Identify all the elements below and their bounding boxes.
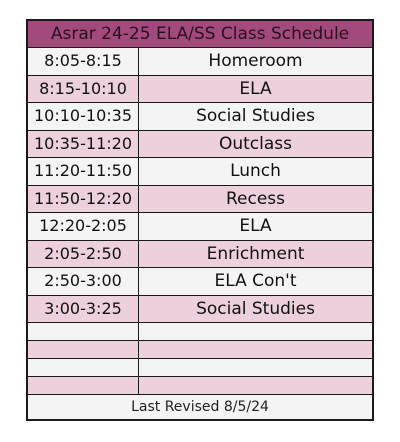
subject-cell: Homeroom — [208, 51, 303, 71]
schedule-row — [28, 186, 372, 214]
subject-cell: ELA — [239, 78, 272, 99]
time-cell: 8:05-8:15 — [28, 48, 139, 75]
empty-row — [28, 341, 372, 359]
schedule-row — [28, 241, 372, 269]
time-cell: 8:15-10:10 — [28, 76, 139, 103]
time-cell: 11:20-11:50 — [28, 158, 139, 185]
subject-cell — [139, 377, 372, 394]
time-cell: 2:50-3:00 — [28, 268, 139, 295]
time-cell: 10:10-10:35 — [28, 103, 139, 130]
empty-row — [28, 359, 372, 377]
time-cell: 2:05-2:50 — [28, 241, 139, 268]
empty-row — [28, 323, 372, 341]
last-revised-note: Last Revised 8/5/24 — [28, 395, 372, 419]
time-cell — [28, 359, 139, 376]
schedule-title: Asrar 24-25 ELA/SS Class Schedule — [28, 21, 372, 48]
subject-cell: Social Studies — [196, 106, 315, 126]
subject-cell: Recess — [225, 188, 286, 209]
subject-cell: Lunch — [230, 161, 281, 181]
schedule-row — [28, 103, 372, 131]
time-cell — [28, 323, 139, 340]
schedule-row — [28, 131, 372, 159]
subject-cell — [139, 341, 372, 358]
schedule-row — [28, 268, 372, 296]
empty-row — [28, 377, 372, 395]
subject-cell: ELA Con't — [214, 271, 297, 291]
schedule-table — [26, 19, 374, 421]
time-cell — [28, 377, 139, 394]
time-cell: 10:35-11:20 — [28, 131, 139, 158]
subject-cell: Enrichment — [206, 243, 305, 264]
time-cell — [28, 341, 139, 358]
time-cell: 3:00-3:25 — [28, 296, 139, 323]
subject-cell — [139, 323, 372, 340]
schedule-row — [28, 213, 372, 241]
time-cell: 12:20-2:05 — [28, 213, 139, 240]
schedule-row — [28, 158, 372, 186]
schedule-row — [28, 76, 372, 104]
subject-cell: ELA — [239, 216, 272, 236]
time-cell: 11:50-12:20 — [28, 186, 139, 213]
subject-cell — [139, 359, 372, 376]
schedule-row — [28, 48, 372, 76]
subject-cell: Outclass — [218, 133, 293, 154]
schedule-row — [28, 296, 372, 324]
subject-cell: Social Studies — [196, 298, 315, 319]
